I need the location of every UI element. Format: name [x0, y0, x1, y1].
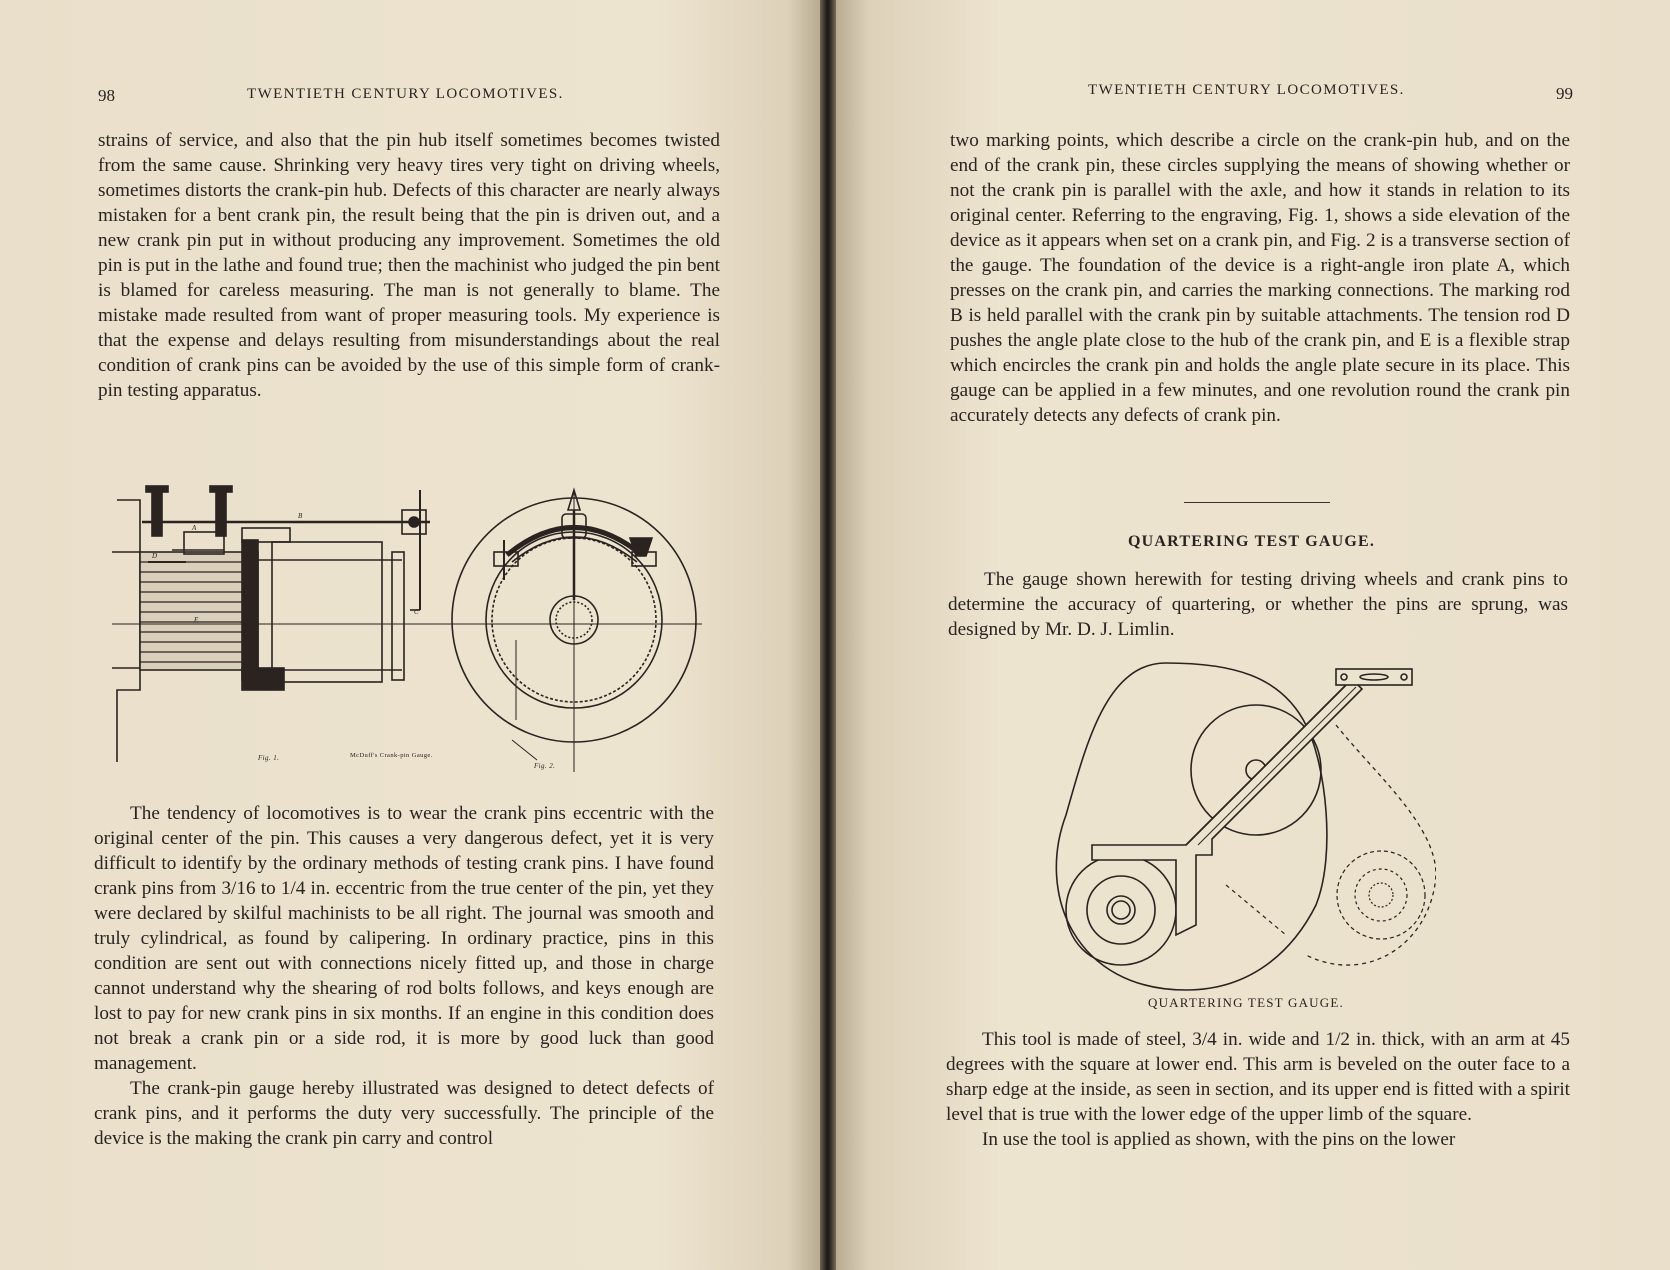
label-d: D	[152, 552, 158, 560]
left-running-head: TWENTIETH CENTURY LOCOMOTIVES.	[247, 86, 564, 102]
right-body-bottom	[946, 1027, 1570, 1152]
label-b: B	[298, 512, 303, 520]
section-title: QUARTERING TEST GAUGE.	[1128, 533, 1376, 550]
fig2-label: Fig. 2.	[534, 762, 556, 770]
left-paragraph-tendency: The tendency of locomotives is to wear the crank pins eccentric with the original center of the pin. This causes a very dangerous defect, yet it is very difficult to identify by the ordinary methods of testing crank pins. I have found crank pins from 3/16 to 1/4 in. eccentric from the true center of the pin, yet they were declared by skilful machinists to be all right. The journal was smooth and truly cylindrical, as found by calipering. In ordinary practice, pins in this condition are sent out with connections nicely fitted up, and those in charge cannot understand why the shearing of rod bolts follows, and keys enough are lost to pay for new crank pins in six months. If an engine in this condition does not break a crank pin or a side rod, it is more by good luck than good management.	[94, 803, 714, 1074]
left-body-bottom	[94, 801, 714, 1151]
quartering-figure-caption: QUARTERING TEST GAUGE.	[1148, 995, 1344, 1010]
left-paragraph-gauge: The crank-pin gauge hereby illustrated was designed to detect defects of crank pins, and it performs the duty very successfully. The principle of the device is the making the crank pin carry and control	[94, 1078, 714, 1149]
right-running-head: TWENTIETH CENTURY LOCOMOTIVES.	[1088, 82, 1405, 98]
label-c: C	[414, 608, 419, 616]
gauge-title-label: McDuff's Crank-pin Gauge.	[350, 752, 433, 759]
left-paragraph-continued: strains of service, and also that the pin hub itself sometimes becomes twisted from the same cause. Shrinking very heavy tires very tight on driving wheels, sometimes distorts the crank-pin hub. Defects of this character are nearly always mistaken for a bent crank pin, the result being that the pin is driven out, and a new crank pin put in without producing any improvement. Sometimes the old pin is put in the lathe and found true; then the machinist who judged the pin bent is blamed for careless measuring. The man is not generally to blame. The mistake made resulted from want of proper measuring tools. My experience is that the expense and delays resulting from misunderstandings about the real condition of crank pins can be avoided by the use of this simple form of crank-pin testing apparatus.	[98, 130, 720, 401]
label-a: A	[192, 524, 197, 532]
left-page-number: 98	[98, 86, 115, 105]
right-body-top	[950, 128, 1570, 428]
fig1-label: Fig. 1.	[258, 754, 280, 762]
left-page	[0, 0, 820, 1270]
right-paragraph-tool: This tool is made of steel, 3/4 in. wide and 1/2 in. thick, with an arm at 45 degrees with the square at lower end. This arm is beveled on the outer face to a sharp edge at the inside, as seen in section, and its upper end is fitted with a spirit level that is true with the lower edge of the upper limb of the square.	[946, 1029, 1570, 1125]
right-paragraph-intro: The gauge shown herewith for testing driving wheels and crank pins to determine the accuracy of quartering, or whether the pins are sprung, was designed by Mr. D. J. Limlin.	[948, 569, 1568, 640]
right-paragraph-use: In use the tool is applied as shown, with the pins on the lower	[982, 1129, 1456, 1150]
left-body-top	[98, 128, 720, 403]
right-paragraph-continued: two marking points, which describe a circle on the crank-pin hub, and on the end of the crank pin, these circles supplying the means of showing whether or not the crank pin is parallel with the axle, and how it stands in relation to its original center. Referring to the engraving, Fig. 1, shows a side elevation of the device as it appears when set on a crank pin, and Fig. 2 is a transverse section of the gauge. The foundation of the device is a right-angle iron plate A, which presses on the crank pin, and carries the marking connections. The marking rod B is held parallel with the crank pin by suitable attachments. The tension rod D pushes the angle plate close to the hub of the crank pin, and E is a flexible strap which encircles the crank pin and holds the angle plate secure in its place. This gauge can be applied in a few minutes, and one revolution round the crank pin accurately detects any defects of crank pin.	[950, 130, 1570, 426]
section-rule	[1184, 502, 1330, 503]
quartering-gauge-figure	[1036, 655, 1436, 995]
right-page-number: 99	[1556, 84, 1573, 103]
label-e: E	[194, 616, 199, 624]
right-body-intro	[948, 567, 1568, 642]
crank-pin-gauge-figure	[112, 480, 702, 775]
book-gutter	[820, 0, 836, 1270]
right-page	[836, 0, 1670, 1270]
